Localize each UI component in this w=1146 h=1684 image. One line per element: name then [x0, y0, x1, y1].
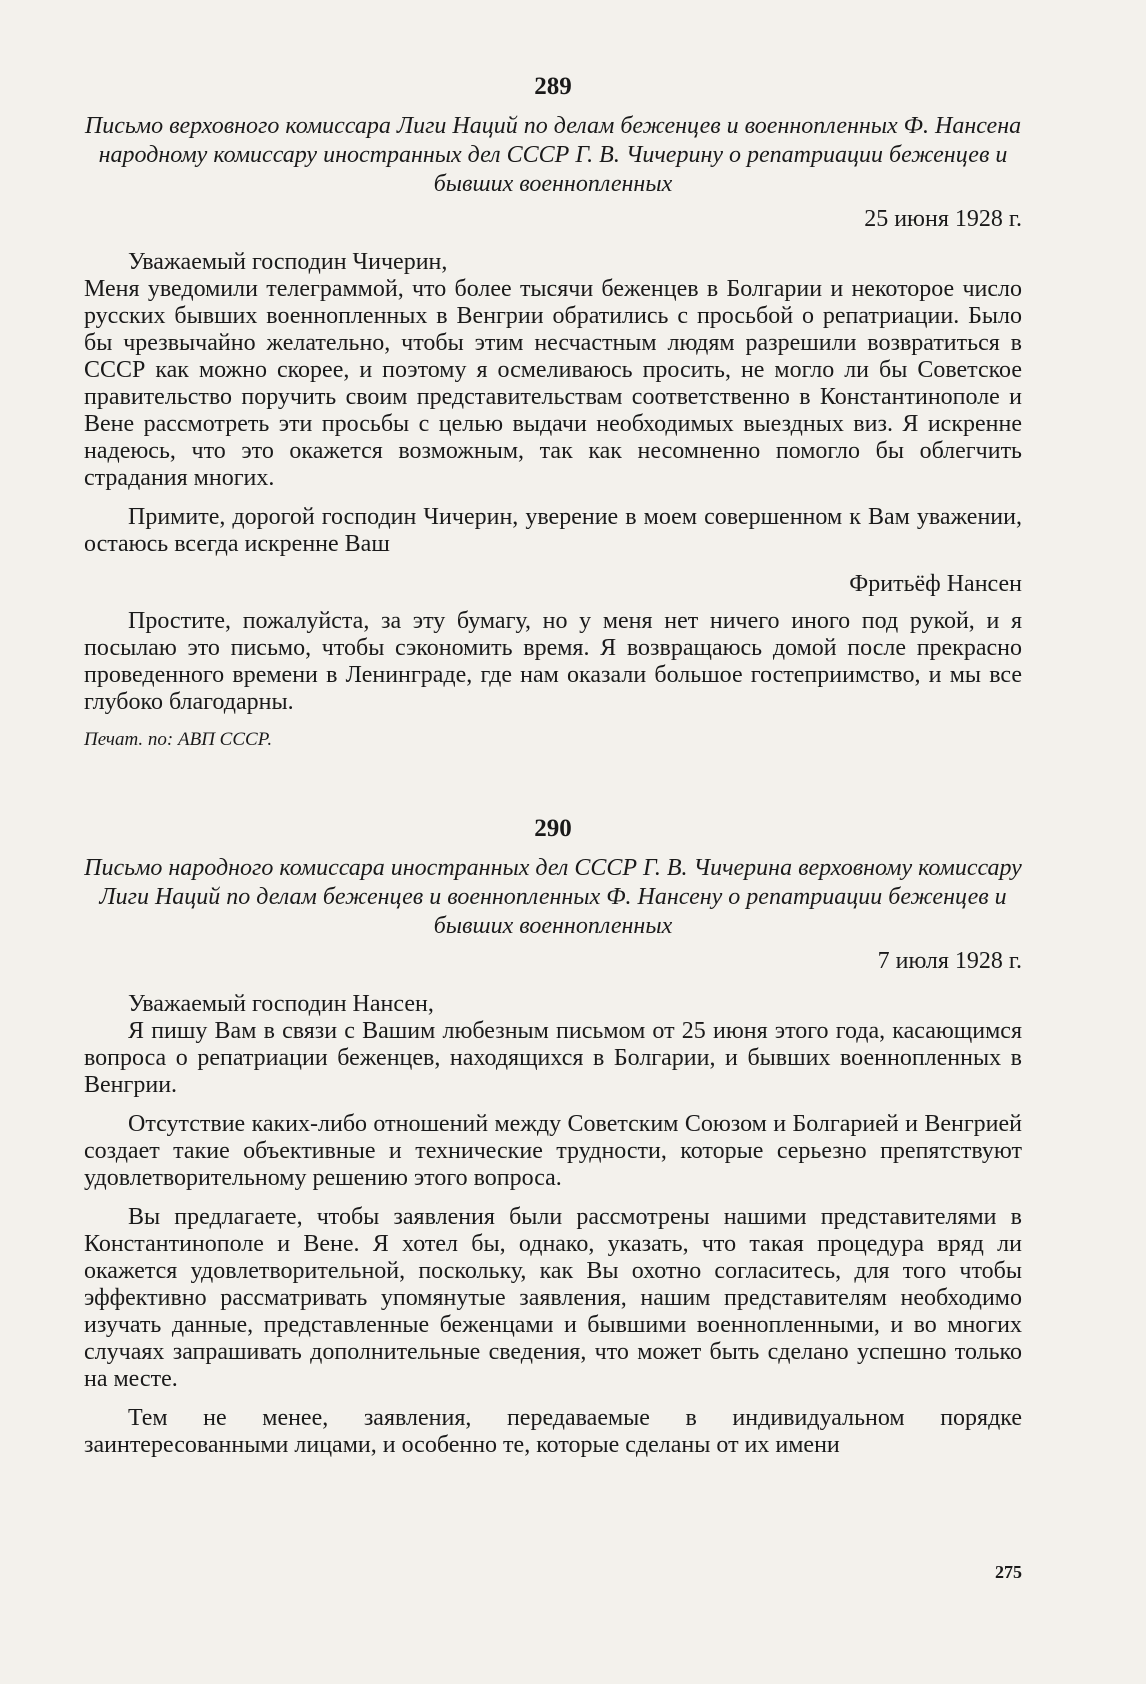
salutation: Уважаемый господин Чичерин, [128, 249, 448, 275]
paragraph: Примите, дорогой господин Чичерин, уверение в моем совершенном к Вам уважении, остаюсь всегда искренне Ваш [84, 504, 1022, 557]
document-title: Письмо народного комиссара иностранных дел СССР Г. В. Чичерина верховному комиссару Лиги Наций по делам беженцев и военнопленных Ф. Нансену о репатриации беженцев и бывших военнопленных [84, 855, 1022, 939]
page-content [84, 72, 1022, 1459]
document-date: 25 июня 1928 г. [864, 206, 1022, 232]
postscript: Простите, пожалуйста, за эту бумагу, но у меня нет ничего иного под рукой, и я посылаю это письмо, чтобы сэкономить время. Я возвращаюсь домой после прекрасно проведенного времени в Ленинграде, где нам оказали большое гостеприимство, и мы все глубоко благодарны. [84, 608, 1022, 715]
document-289 [84, 72, 1022, 752]
paragraph: Я пишу Вам в связи с Вашим любезным письмом от 25 июня этого года, касающимся вопроса о репатриации беженцев, находящихся в Болгарии, и бывших военнопленных в Венгрии. [84, 1018, 1022, 1098]
page-number: 275 [995, 1562, 1022, 1582]
paragraph: Отсутствие каких-либо отношений между Советским Союзом и Болгарией и Венгрией создает такие объективные и технические трудности, которые серьезно препятствуют удовлетворительному решению этого вопроса. [84, 1111, 1022, 1191]
paragraph: Меня уведомили телеграммой, что более тысячи беженцев в Болгарии и некоторое число русских бывших военнопленных в Венгрии обратились с просьбой о репатриации. Было бы чрезвычайно желательно, чтобы этим несчастным людям разрешили возвратиться в СССР как можно скорее, и поэтому я осмеливаюсь просить, не могло ли бы Советское правительство поручить своим представительствам соответственно в Константинополе и Вене рассмотреть эти просьбы с целью выдачи необходимых выездных виз. Я искренне надеюсь, что это окажется возможным, так как несомненно помогло бы облегчить страдания многих. [84, 276, 1022, 491]
document-date: 7 июля 1928 г. [877, 948, 1022, 974]
document-290 [84, 814, 1022, 1459]
paragraph: Вы предлагаете, чтобы заявления были рассмотрены нашими представителями в Константинополе и Вене. Я хотел бы, однако, указать, что такая процедура вряд ли окажется удовлетворительной, поскольку, как Вы охотно согласитесь, для того чтобы эффективно рассматривать упомянутые заявления, нашим представителям необходимо изучать данные, представленные беженцами и бывшими военнопленными, и во многих случаях запрашивать дополнительные сведения, что может быть сделано успешно только на месте. [84, 1204, 1022, 1392]
document-number: 289 [534, 73, 572, 100]
section-divider [84, 752, 1022, 814]
document-number: 290 [534, 815, 572, 842]
signature: Фритьёф Нансен [849, 571, 1022, 597]
source-note: Печат. по: АВП СССР. [84, 729, 273, 750]
document-title: Письмо верховного комиссара Лиги Наций по делам беженцев и военнопленных Ф. Нансена народному комиссару иностранных дел СССР Г. В. Чичерину о репатриации беженцев и бывших военнопленных [84, 113, 1022, 197]
salutation: Уважаемый господин Нансен, [128, 991, 434, 1017]
paragraph: Тем не менее, заявления, передаваемые в индивидуальном порядке заинтересованными лицами, и особенно те, которые сделаны от их имени [84, 1405, 1022, 1458]
